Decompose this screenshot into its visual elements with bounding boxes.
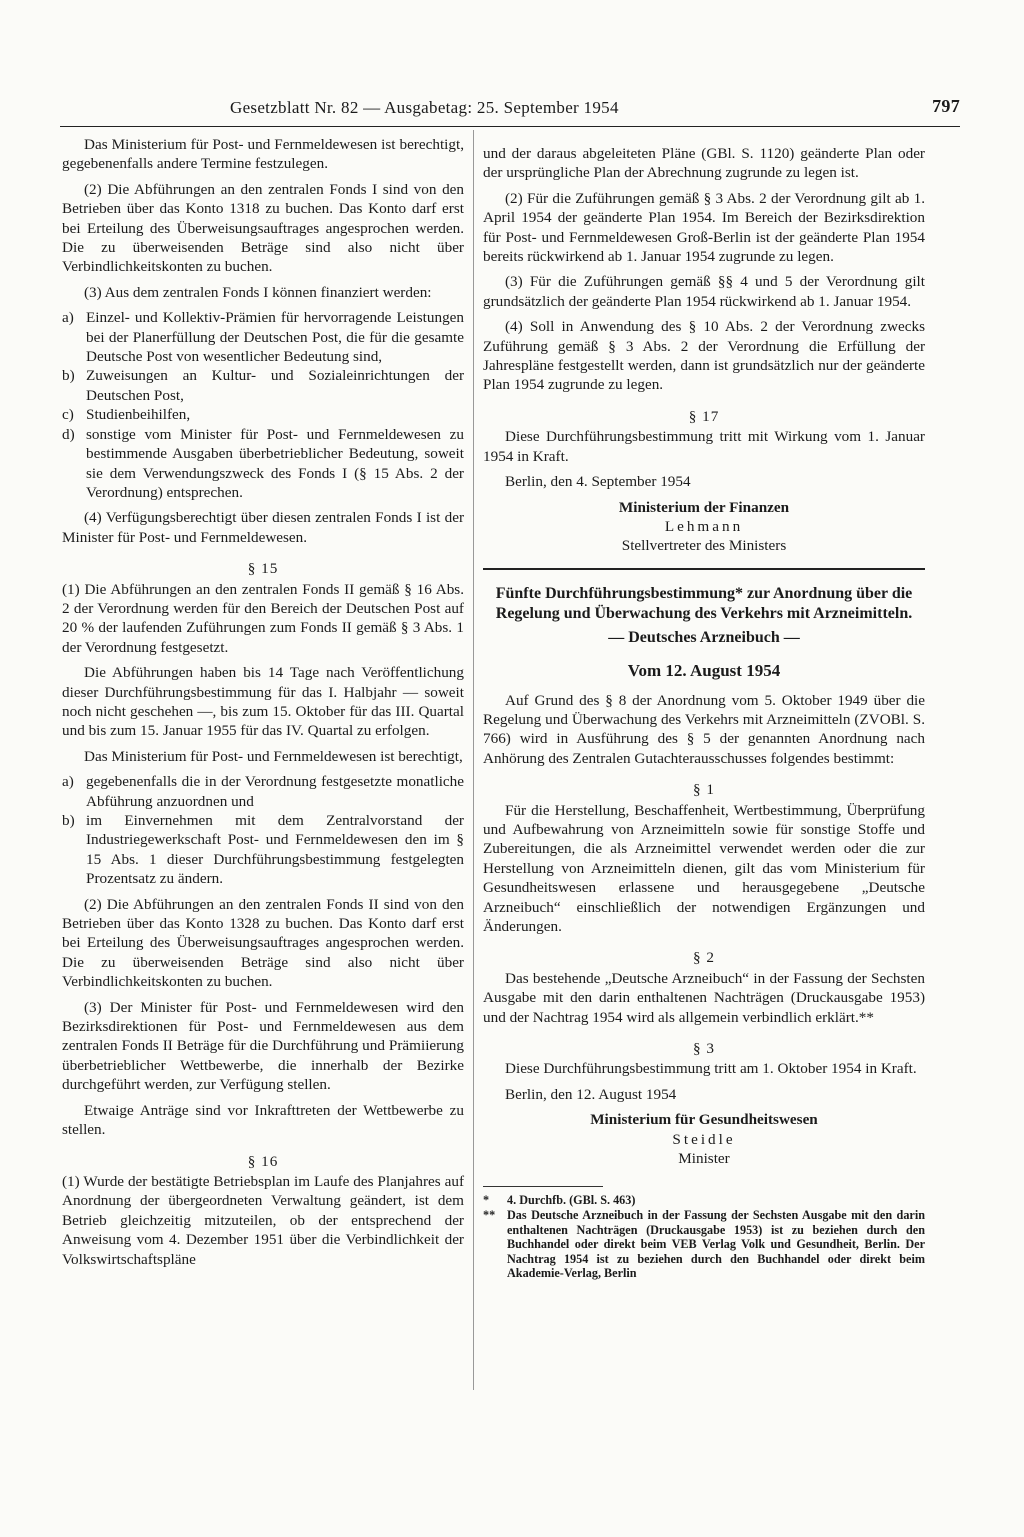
ministry-name: Ministerium für Gesundheitswesen [590, 1111, 818, 1129]
list-item: b) im Einvernehmen mit dem Zentralvorstand der Industriegewerkschaft Post- und Fernmeldewesen den im § 15 Abs. 1 dieser Durchführungsbestimmung festgelegten Prozentsatz zu ändern. [62, 812, 464, 888]
section-heading: § 1 [693, 781, 715, 799]
paragraph: (2) Die Abführungen an den zentralen Fonds I sind von den Betrieben über das Konto 1318 zu buchen. Das Konto darf erst bei Erteilung des Überweisungsauftrages angesprochen werden. Die zu überweisenden Beträge sind also nicht über Verbindlichkeitskonten zu buchen. [62, 180, 464, 276]
right-column [483, 144, 925, 1281]
paragraph: Diese Durchführungsbestimmung tritt mit Wirkung vom 1. Januar 1954 in Kraft. [483, 428, 925, 465]
section-heading: § 3 [693, 1040, 715, 1058]
paragraph: und der daraus abgeleiteten Pläne (GBl. S. 1120) geänderte Plan oder der ursprüngliche Plan der Abrechnung zugrunde zu legen ist. [483, 145, 925, 182]
list-item: c) Studienbeihilfen, [62, 406, 191, 424]
list-item: b) Zuweisungen an Kultur- und Sozialeinrichtungen der Deutschen Post, [62, 367, 464, 404]
place-date: Berlin, den 12. August 1954 [505, 1085, 677, 1103]
paragraph: Das Ministerium für Post- und Fernmeldewesen ist berechtigt, gegebenenfalls andere Termine festzulegen. [62, 136, 464, 173]
paragraph: (2) Die Abführungen an den zentralen Fonds II sind von den Betrieben über das Konto 1328 zu buchen. Das Konto darf erst bei Erteilung des Überweisungsauftrages angesprochen werden. Die zu überweisenden Beträge sind also nicht über Verbindlichkeitskonten zu buchen. [62, 895, 464, 991]
paragraph: (1) Die Abführungen an den zentralen Fonds II gemäß § 16 Abs. 2 der Verordnung werden für den Bereich der Deutschen Post auf 20 % der laufenden Zuführungen zum Fonds II gemäß § 3 Abs. 1 der Verordnung festgesetzt. [62, 580, 464, 656]
signer-role: Stellvertreter des Ministers [621, 537, 787, 555]
paragraph: (2) Für die Zuführungen gemäß § 3 Abs. 2 der Verordnung gilt ab 1. April 1954 der geänderte Plan 1954. Im Bereich der Bezirksdirektion für Post- und Fernmeldewesen Groß-Berlin ist der geänderte Plan 1954 bereits rückwirkend ab 1. Januar 1954 zugrunde zu legen. [483, 189, 925, 266]
document-date: Vom 12. August 1954 [627, 661, 781, 681]
section-rule [483, 568, 925, 570]
paragraph: Die Abführungen haben bis 14 Tage nach Veröffentlichung dieser Durchführungsbestimmung für das I. Halbjahr — soweit noch nicht geschehen —, bis zum 15. Oktober für das III. Quartal und bis zum 15. Januar 1955 für das IV. Quartal zu erfolgen. [62, 664, 464, 740]
gazette-title: Gesetzblatt Nr. 82 — Ausgabetag: 25. September 1954 [230, 98, 619, 117]
list-item: a) Einzel- und Kollektiv-Prämien für hervorragende Leistungen bei der Planerfüllung der Deutschen Post, die für die gesamte Deutsche Post von wesentlicher Bedeutung sind, [62, 309, 464, 366]
footnote-rule [483, 1186, 603, 1187]
footnote: ** Das Deutsche Arzneibuch in der Fassung der Sechsten Ausgabe mit den darin enthaltenen Nachträgen (Druckausgabe 1953) ist zu beziehen durch den Buchhandel oder direkt beim VEB Verlag Volk und Gesundheit, Berlin. Der Nachtrag 1954 ist zu beziehen durch den Buchhandel oder direkt beim Akademie-Verlag, Berlin [483, 1208, 925, 1281]
ministry-name: Ministerium der Finanzen [618, 498, 790, 516]
section-heading: § 15 [247, 560, 279, 578]
section-heading: § 17 [688, 407, 720, 425]
signer-name: Steidle [672, 1130, 736, 1148]
funding-list [62, 308, 464, 502]
paragraph: (3) Der Minister für Post- und Fernmeldewesen wird den Bezirksdirektionen für Post- und Fernmeldewesen aus dem zentralen Fonds II Beträge für die Durchführung und Prämiierung überbetrieblicher Wettbewerbe, die innerhalb der Bezirke durchgeführt werden, zur Verfügung stellen. [62, 998, 464, 1094]
section-heading: § 16 [247, 1152, 279, 1170]
document-subtitle: — Deutsches Arzneibuch — [608, 628, 800, 646]
signer-name: Lehmann [664, 517, 744, 535]
paragraph: Auf Grund des § 8 der Anordnung vom 5. Oktober 1949 über die Regelung und Überwachung des Verkehrs mit Arzneimitteln (ZVOBl. S. 766) wird in Ausführung des § 5 der genannten Anordnung nach Anhörung des Zentralen Gutachterausschusses folgendes bestimmt: [483, 691, 925, 767]
authority-list [62, 772, 464, 888]
paragraph: Etwaige Anträge sind vor Inkrafttreten der Wettbewerbe zu stellen. [62, 1101, 464, 1139]
paragraph: (4) Verfügungsberechtigt über diesen zentralen Fonds I ist der Minister für Post- und Fernmeldewesen. [62, 509, 464, 546]
list-item: d) sonstige vom Minister für Post- und Fernmeldewesen zu bestimmende Ausgaben überbetrieblicher Bedeutung, soweit sie dem Verwendungszweck des Fonds I (§ 15 Abs. 2 der Verordnung) entsprechen. [62, 425, 464, 501]
page-header [230, 98, 960, 126]
paragraph: Das Ministerium für Post- und Fernmeldewesen ist berechtigt, [84, 747, 463, 765]
signer-role: Minister [678, 1150, 730, 1168]
paragraph: (3) Aus dem zentralen Fonds I können finanziert werden: [84, 283, 432, 301]
place-date: Berlin, den 4. September 1954 [505, 473, 691, 491]
left-column [62, 135, 464, 1275]
paragraph: (3) Für die Zuführungen gemäß §§ 4 und 5 der Verordnung gilt grundsätzlich der geänderte Plan 1954 rückwirkend ab 1. Januar 1954. [483, 273, 925, 310]
paragraph: (4) Soll in Anwendung des § 10 Abs. 2 der Verordnung zwecks Zuführung gemäß § 3 Abs. 2 der Verordnung die Erfüllung der Jahrespläne festgestellt werden, dann ist grundsätzlich nur der geänderte Plan 1954 zugrunde zu legen. [483, 318, 925, 394]
column-divider [473, 130, 474, 1390]
header-rule [60, 126, 960, 127]
section-heading: § 2 [693, 949, 715, 967]
list-item: a) gegebenenfalls die in der Verordnung festgesetzte monatliche Abführung anzuordnen und [62, 773, 464, 810]
paragraph: Das bestehende „Deutsche Arzneibuch“ in der Fassung der Sechsten Ausgabe mit den darin enthaltenen Nachträgen (Druckausgabe 1953) und der Nachtrag 1954 wird als allgemein verbindlich erklärt.** [483, 969, 925, 1026]
footnotes [483, 1193, 925, 1281]
page-number: 797 [932, 96, 960, 116]
paragraph: (1) Wurde der bestätigte Betriebsplan im Laufe des Planjahres auf Anordnung der übergeordneten Verwaltung geändert, ist dem Betrieb gleichzeitig mitzuteilen, ob der entsprechend der Anweisung vom 4. Dezember 1951 über die Verbindlichkeit der Volkswirtschaftspläne [62, 1172, 464, 1268]
paragraph: Diese Durchführungsbestimmung tritt am 1. Oktober 1954 in Kraft. [505, 1060, 917, 1078]
footnote: * 4. Durchfb. (GBl. S. 463) [483, 1193, 636, 1208]
document-title: Fünfte Durchführungsbestimmung* zur Anordnung über die Regelung und Überwachung des Verkehrs mit Arzneimitteln. [495, 584, 913, 622]
paragraph: Für die Herstellung, Beschaffenheit, Wertbestimmung, Überprüfung und Aufbewahrung von Arzneimitteln sowie für sonstige Stoffe und Zubereitungen, die als Arzneimittel verwendet werden oder die zur Herstellung von Arzneimitteln dienen, gilt das vom Ministerium für Gesundheitswesen erlassene und herausgegebene „Deutsche Arzneibuch“ einschließlich der notwendigen Ergänzungen und Änderungen. [483, 801, 925, 935]
